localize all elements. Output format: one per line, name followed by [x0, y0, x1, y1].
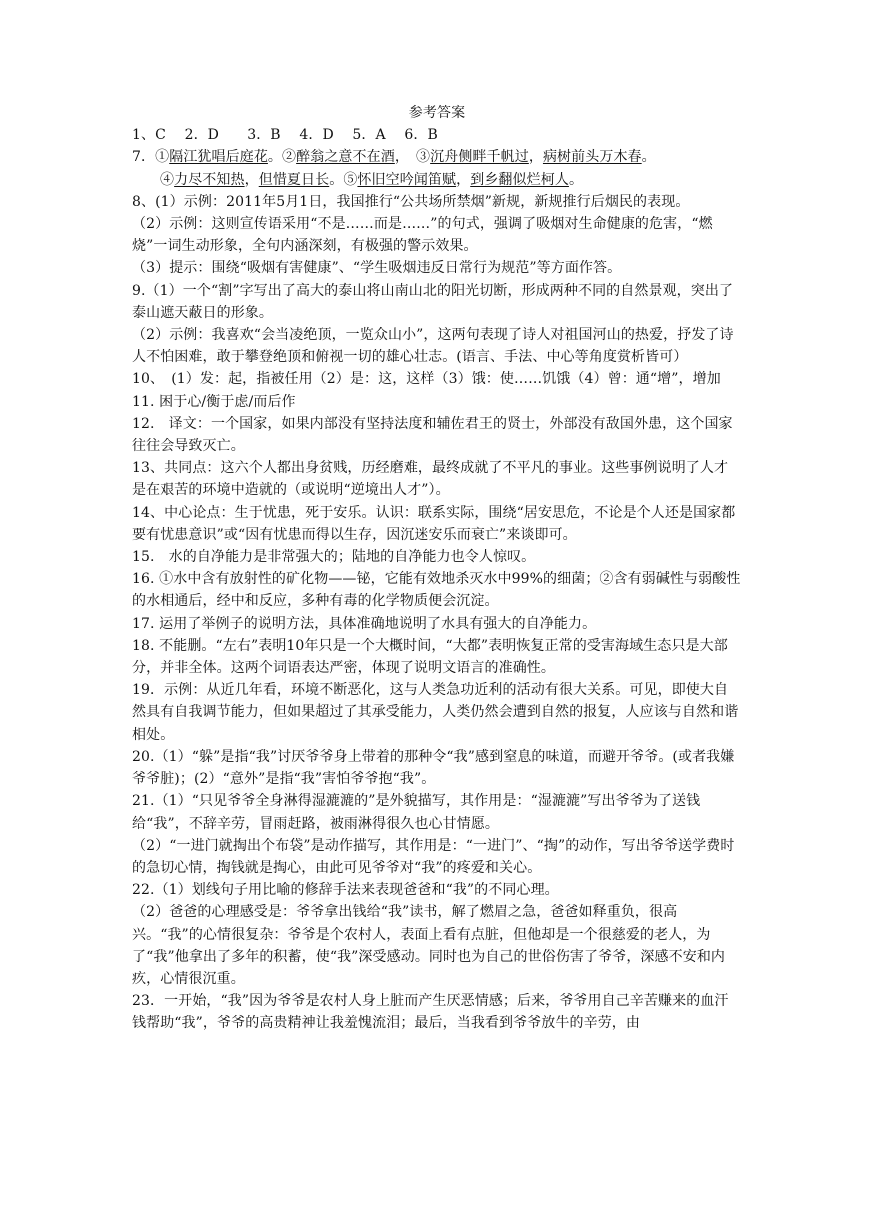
- answer-15: 15. 水的自净能力是非常强大的；陆地的自净能力也令人惊叹。: [132, 549, 536, 566]
- answer-10: 10、 (1）发：起，指被任用（2）是：这，这样（3）饿：使……饥饿（4）曾：通“增”，增加: [132, 371, 721, 388]
- underlined-answer: 但惜夏日长: [258, 171, 330, 188]
- underlined-answer: 怀旧空吟闻笛赋: [357, 171, 457, 188]
- answer-18: 18. 不能删。“左右”表明10年只是一个大概时间，“大都”表明恢复正常的受害海域生态只是大部分，并非全体。这两个词语表达严密，体现了说明文语言的准确性。: [132, 637, 728, 677]
- answer-12: 12. 译文：一个国家，如果内部没有坚持法度和辅佐君王的贤士，外部没有敌国外患，这个国家往往会导致灭亡。: [132, 415, 733, 455]
- answer-17: 17. 运用了举例子的说明方法，具体准确地说明了水具有强大的自净能力。: [132, 615, 597, 632]
- answer-document: [132, 102, 742, 1035]
- answer-8-1: 8、(1）示例：2011年5月1日，我国推行“公共场所禁烟”新规，新规推行后烟民的表现。: [132, 193, 690, 210]
- answer-7-line2: ④力尽不知热，但惜夏日长。⑤怀旧空吟闻笛赋，到乡翻似烂柯人。: [160, 171, 584, 188]
- answer-8-3: （3）提示：围绕“吸烟有害健康”、“学生吸烟违反日常行为规范”等方面作答。: [132, 260, 622, 277]
- answer-23: 23．一开始，“我”因为爷爷是农村人身上脏而产生厌恶情感；后来，爷爷用自己辛苦赚来的血汗钱帮助“我”，爷爷的高贵精神让我羞愧流泪；最后，当我看到爷爷放牛的辛劳，由: [132, 993, 729, 1032]
- answer-22-1: 22.（1）划线句子用比喻的修辞手法来表现爸爸和“我”的不同心理。: [132, 882, 559, 899]
- answer-21-2: （2）“一进门就掏出个布袋”是动作描写，其作用是：“一进门”、“掏”的动作，写出爷爷送学费时的急切心情，掏钱就是掏心，由此可见爷爷对“我”的疼爱和关心。: [132, 837, 735, 876]
- underlined-answer: 病树前头万木春: [542, 149, 642, 166]
- answer-21-1: 21.（1）“只见爷爷全身淋得湿漉漉的”是外貌描写，其作用是：“湿漉漉”写出爷爷为了送钱给“我”，不辞辛劳，冒雨赶路，被雨淋得很久也心甘情愿。: [132, 793, 701, 832]
- answer-14: 14、中心论点：生于忧患，死于安乐。认识：联系实际，围绕“居安思危，不论是个人还是国家都要有忧患意识”或“因有忧患而得以生存，因沉迷安乐而衰亡”来谈即可。: [132, 504, 736, 543]
- underlined-answer: 醉翁之意不在酒: [296, 149, 395, 166]
- page-title: 参考答案: [408, 105, 466, 121]
- answer-11: 11. 困于心/衡于虑/而后作: [132, 393, 296, 410]
- answer-9-2: （2）示例：我喜欢“会当凌绝顶，一览众山小”，这两句表现了诗人对祖国河山的热爱，抒发了诗人不怕困难，敢于攀登绝顶和俯视一切的雄心壮志。(语言、手法、中心等角度赏析皆可）: [132, 327, 734, 366]
- answer-1-6: 1、C 2．D 3．B 4．D 5．A 6．B: [132, 127, 438, 144]
- underlined-answer: 力尽不知热: [174, 171, 245, 188]
- answer-19: 19．示例：从近几年看，环境不断恶化，这与人类急功近利的活动有很大关系。可见，即使大自然具有自我调节能力，但如果超过了其承受能力，人类仍然会遭到自然的报复，人应该与自然和谐相处。: [132, 682, 739, 743]
- answer-20: 20.（1）“躲”是指“我”讨厌爷爷身上带着的那种令“我”感到窒息的味道，而避开爷爷。(或者我嫌爷爷脏)；(2）“意外”是指“我”害怕爷爷抱“我”。: [132, 748, 735, 788]
- underlined-answer: 到乡翻似烂柯人: [470, 171, 569, 188]
- underlined-answer: 沉舟侧畔千帆过: [430, 149, 529, 166]
- answer-16: 16. ①水中含有放射性的矿化物——铋，它能有效地杀灭水中99%的细菌；②含有弱碱性与弱酸性的水相通后，经中和反应，多种有毒的化学物质便会沉淀。: [132, 571, 741, 610]
- answer-13: 13、共同点：这六个人都出身贫贱，历经磨难，最终成就了不平凡的事业。这些事例说明了人才是在艰苦的环境中造就的（或说明“逆境出人才”）。: [132, 460, 729, 499]
- answer-7-line1: 7．①隔江犹唱后庭花。②醉翁之意不在酒， ③沉舟侧畔千帆过，病树前头万木春。: [132, 149, 656, 166]
- answer-9-1: 9.（1）一个“割”字写出了高大的泰山将山南山北的阳光切断，形成两种不同的自然景观，突出了泰山遮天蔽日的形象。: [132, 282, 734, 321]
- answer-8-2: （2）示例：这则宣传语采用“不是……而是……”的句式，强调了吸烟对生命健康的危害，“燃烧”一词生动形象，全句内涵深刻，有极强的警示效果。: [132, 216, 713, 255]
- underlined-answer: 隔江犹唱后庭花: [169, 149, 268, 166]
- answer-22-2: （2）爸爸的心理感受是：爷爷拿出钱给“我”读书，解了燃眉之急，爸爸如释重负，很高兴。“我”的心情很复杂：爷爷是个农村人，表面上看有点脏，但他却是一个很慈爱的老人，为了“我”他拿出了多年的积蓄，使“我”深受感动。同时也为自己的世俗伤害了爷爷，深感不安和内疚，心情很沉重。: [132, 904, 726, 987]
